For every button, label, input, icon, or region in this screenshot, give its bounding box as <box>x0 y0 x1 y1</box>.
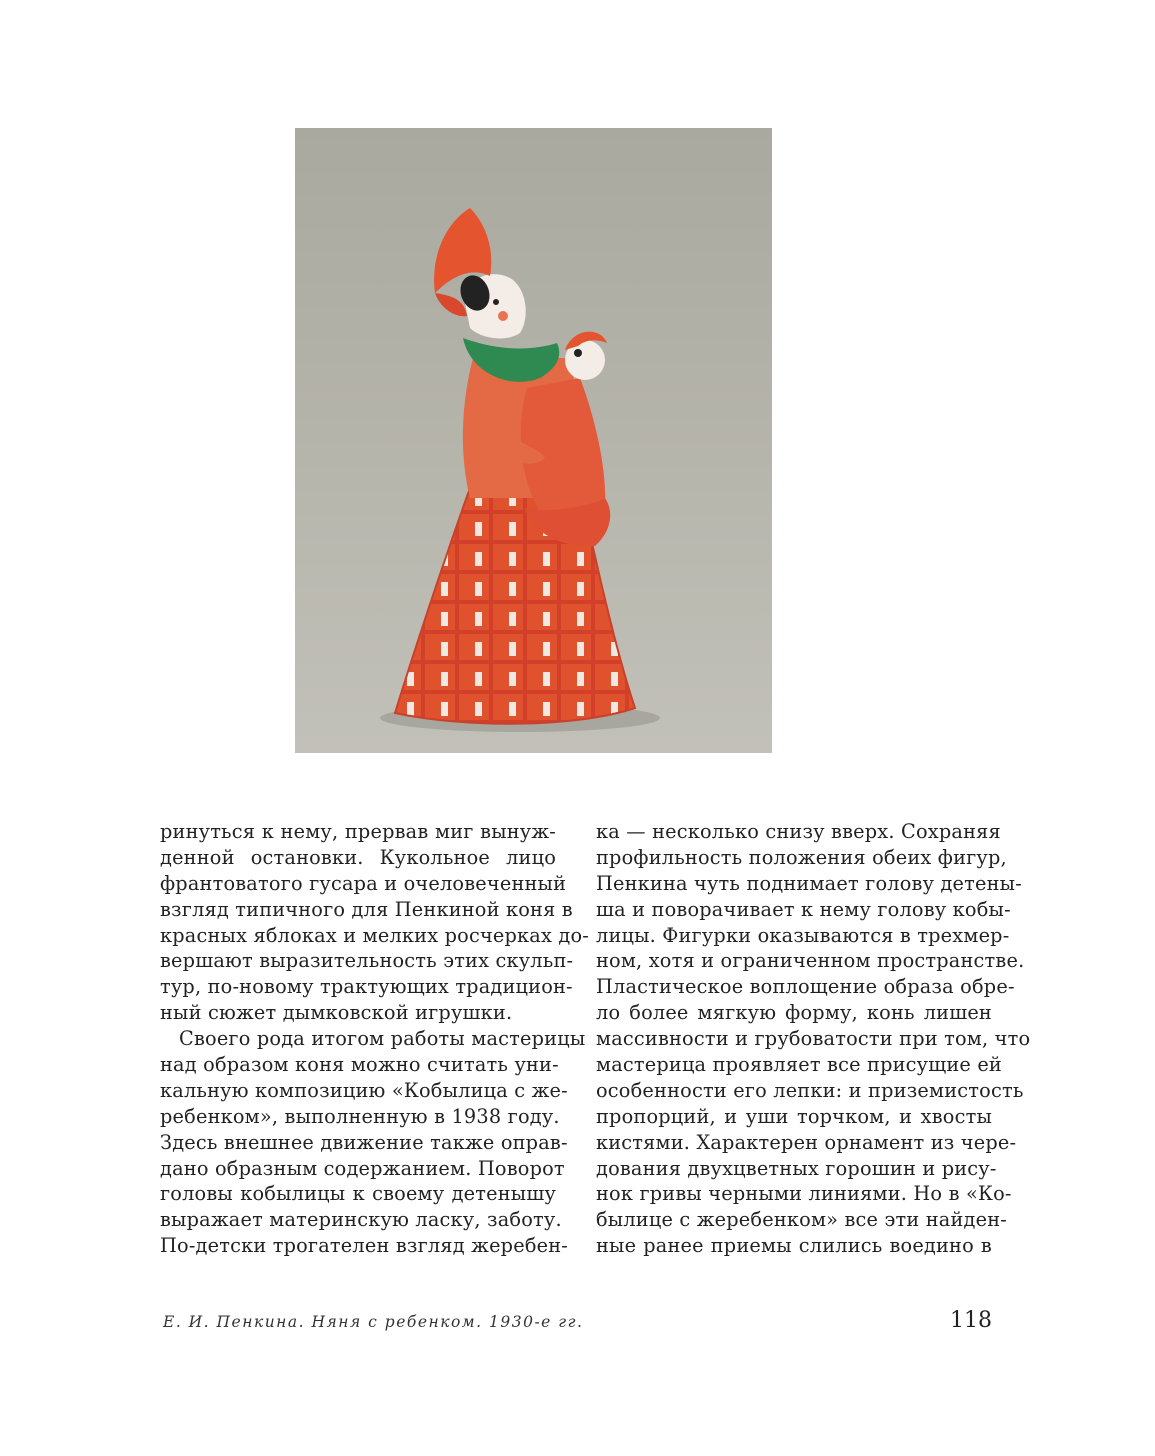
text-line: ном, хотя и ограниченном пространстве. <box>596 949 1025 973</box>
text-line: Своего рода итогом работы мастерицы <box>179 1027 586 1051</box>
text-line: мастерица проявляет все присущие ей <box>596 1053 1002 1077</box>
text-line: особенности его лепки: и приземистость <box>596 1078 1024 1102</box>
text-line: нок гривы черными линиями. Но в «Ко- <box>596 1182 1012 1206</box>
text-line: Пенкина чуть поднимает голову детены- <box>596 871 1022 895</box>
text-line: выражает материнскую ласку, заботу. <box>160 1208 562 1232</box>
text-line: ша и поворачивает к нему голову кобы- <box>596 897 1011 921</box>
text-line: денной остановки. Кукольное лицо <box>160 845 556 869</box>
text-line: дано образным содержанием. Поворот <box>160 1156 565 1180</box>
figurine-photo <box>295 128 772 753</box>
text-line: дования двухцветных горошин и рису- <box>596 1156 997 1180</box>
text-column-right <box>596 819 1031 1259</box>
text-line: головы кобылицы к своему детенышу <box>160 1182 556 1206</box>
text-line: Здесь внешнее движение также оправ- <box>160 1130 568 1154</box>
text-line: былице с жеребенком» все эти найден- <box>596 1208 1007 1232</box>
text-line: ные ранее приемы слились воедино в <box>596 1234 992 1258</box>
text-line: красных яблоках и мелких росчерках до- <box>160 923 590 947</box>
text-line: кистями. Характерен орнамент из чере- <box>596 1130 1017 1154</box>
text-line: франтоватого гусара и очеловеченный <box>160 871 567 895</box>
text-line: ло более мягкую форму, конь лишен <box>596 1001 992 1025</box>
text-line: над образом коня можно считать уни- <box>160 1053 559 1077</box>
text-line: ринуться к нему, прервав миг вынуж- <box>160 820 556 843</box>
text-line: ный сюжет дымковской игрушки. <box>160 1001 513 1025</box>
text-line: пропорций, и уши торчком, и хвосты <box>596 1104 992 1128</box>
figurine-illustration <box>295 128 772 753</box>
text-line: лицы. Фигурки оказываются в трехмер- <box>596 923 1010 947</box>
text-line: вершают выразительность этих скульп- <box>160 949 574 973</box>
text-column-left <box>160 819 590 1259</box>
figure-caption: Е. И. Пенкина. Няня с ребенком. 1930-е гг. <box>163 1313 584 1331</box>
text-line: профильность положения обеих фигур, <box>596 845 1007 869</box>
text-line: По-детски трогателен взгляд жеребен- <box>160 1234 569 1258</box>
text-line: массивности и грубоватости при том, что <box>596 1027 1031 1051</box>
text-line: взгляд типичного для Пенкиной коня в <box>160 897 573 921</box>
text-line: Пластическое воплощение образа обре- <box>596 975 1015 999</box>
text-line: тур, по-новому трактующих традицион- <box>160 975 573 999</box>
text-line: ребенком», выполненную в 1938 году. <box>160 1104 560 1128</box>
text-line: кальную композицию «Кобылица с же- <box>160 1078 568 1102</box>
text-line: ка — несколько снизу вверх. Сохраняя <box>596 820 1001 843</box>
page-number: 118 <box>950 1308 992 1333</box>
